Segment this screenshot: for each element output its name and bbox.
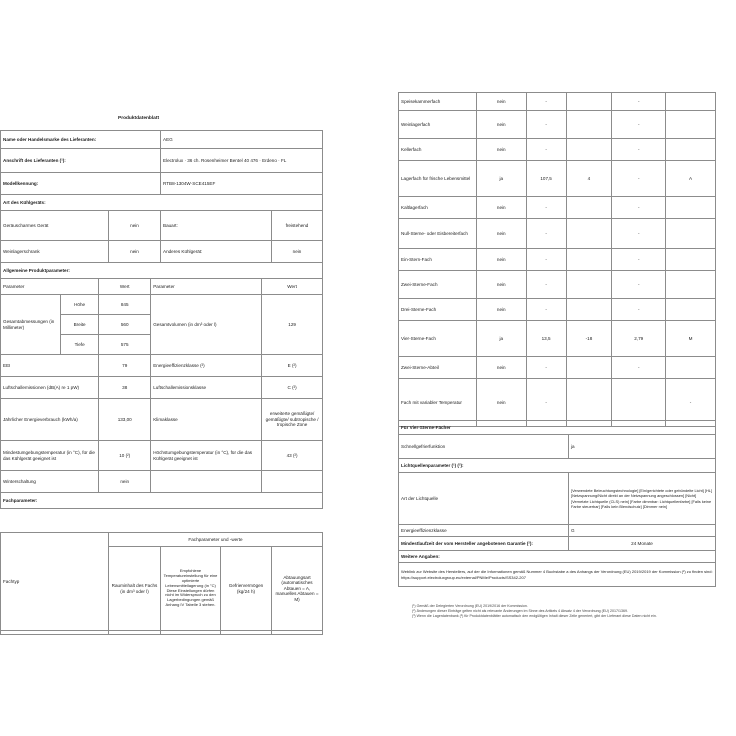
compartment-value: - — [526, 197, 566, 219]
compartment-value: ja — [476, 161, 526, 197]
compartment-value: nein — [476, 197, 526, 219]
dim-label: Breite — [61, 315, 99, 335]
supplier-address-value: Electrolux · 36 ch. Rosenheimer Bentel 40 476 · Erdeno · FL — [161, 149, 323, 173]
total-volume-label: Gesamtvolumen (in dm³ oder l) — [151, 295, 262, 355]
param-header: Wert — [262, 279, 323, 295]
table-cell — [221, 631, 272, 635]
compartment-type: Ein-Stern-Fach — [399, 249, 477, 271]
four-star-table — [398, 420, 716, 587]
dim-label: Tiefe — [61, 335, 99, 355]
compartment-value: - — [526, 219, 566, 249]
compartment-value: ja — [476, 321, 526, 357]
compartment-value: nein — [476, 219, 526, 249]
table-cell — [109, 631, 161, 635]
compartment-type: Kaltlagerfach — [399, 197, 477, 219]
compartment-value — [666, 197, 716, 219]
compartment-value — [666, 219, 716, 249]
compartment-value: - — [612, 271, 666, 299]
compartment-value: nein — [476, 111, 526, 139]
supplier-table — [0, 130, 323, 211]
compartments-table — [398, 92, 716, 427]
compartment-type: Lagerfach für frische Lebensmittel — [399, 161, 477, 197]
compartment-row — [399, 321, 716, 357]
footnote: (³) Wenn die Lagerdatenbank (²) für Produktdatenblätter automatisch den endgültigen Inhalt dieser Zelle generiert, gibt der Lieferant diese Daten nicht ein. — [412, 614, 657, 618]
compartment-value: - — [526, 379, 566, 427]
type-value: nein — [109, 241, 161, 263]
compartment-value: nein — [476, 271, 526, 299]
param-header: Parameter — [1, 279, 99, 295]
compartment-row — [399, 111, 716, 139]
compartment-row — [399, 357, 716, 379]
info-label: Weitere Angaben: — [399, 551, 716, 563]
compartment-row — [399, 299, 716, 321]
compartment-value: - — [526, 93, 566, 111]
warranty-label: Mindestlaufzeit der vom Hersteller angebotenen Garantie (²): — [399, 537, 569, 551]
compartment-header: Empfohlene Temperatureinstellung für eine optimierte Lebensmittellagerung (in °C) Diese Einstellungen dürfen nicht im Widerspruch zu den Lagerbedingungen gemäß Anhang IV Tabelle 3 stehen. — [161, 547, 221, 631]
footnotes — [412, 604, 702, 619]
compartment-value: nein — [476, 299, 526, 321]
type-label: Anderes Kühlgerät: — [161, 241, 272, 263]
model-label: Modellkennung: — [1, 173, 161, 195]
compartment-row — [399, 271, 716, 299]
compartment-row — [399, 249, 716, 271]
warranty-value: 24 Monate — [569, 537, 716, 551]
compartment-type: Speisekammerfach — [399, 93, 477, 111]
param-label: Winterschaltung — [1, 471, 99, 493]
param-value: 43 (²) — [262, 441, 323, 471]
param-label: Energieeffizienzklasse (²) — [151, 355, 262, 377]
compartment-value — [666, 93, 716, 111]
compartment-header: Fachtyp — [1, 533, 109, 631]
compartment-value: 13,5 — [526, 321, 566, 357]
param-label: Mindestumgebungstemperatur (in °C), für die das Kühlgerät geeignet ist — [1, 441, 99, 471]
compartment-value: - — [612, 249, 666, 271]
type-label: Geräuscharmes Gerät — [1, 211, 109, 241]
compartment-row — [399, 139, 716, 161]
param-value — [262, 471, 323, 493]
param-label: Höchstumgebungstemperatur (in °C), für die das Kühlgerät geeignet ist — [151, 441, 262, 471]
footnote: (¹) Gemäß der Delegierten Verordnung (EU) 2019/2016 der Kommission. — [412, 604, 528, 608]
compartment-header: Gefriervermögen (kg/24 h) — [221, 547, 272, 631]
type-value: nein — [109, 211, 161, 241]
param-label: Luftschallemissionen (dB(A) re 1 pW) — [1, 377, 99, 399]
param-value: nein — [99, 471, 151, 493]
compartment-value: - — [612, 219, 666, 249]
left-page — [0, 0, 323, 736]
param-value: E (²) — [262, 355, 323, 377]
compartment-type: Zwei-Sterne-Fach — [399, 271, 477, 299]
compartment-value: nein — [476, 139, 526, 161]
param-value: 10 (²) — [99, 441, 151, 471]
compartment-value — [566, 271, 612, 299]
compartment-value — [666, 249, 716, 271]
table-cell — [161, 631, 221, 635]
compartment-row — [399, 93, 716, 111]
compartment-value — [566, 219, 612, 249]
compartment-value: - — [526, 357, 566, 379]
param-value: 133,00 — [99, 399, 151, 441]
four-star-label: Für Vier-Sterne-Fächer — [399, 421, 716, 435]
type-value: freistehend — [272, 211, 323, 241]
compartment-value: nein — [476, 249, 526, 271]
compartment-header: Rauminhalt des Fachs (in dm³ oder l) — [109, 547, 161, 631]
param-header: Parameter — [151, 279, 262, 295]
compartment-type: Vier-Sterne-Fach — [399, 321, 477, 357]
dim-value: 845 — [99, 295, 151, 315]
compartment-value: nein — [476, 379, 526, 427]
compartment-value: 107,5 — [526, 161, 566, 197]
compartment-value — [566, 139, 612, 161]
type-value: nein — [272, 241, 323, 263]
compartment-value: A — [666, 161, 716, 197]
param-header: Wert — [99, 279, 151, 295]
dim-label: Höhe — [61, 295, 99, 315]
right-page — [398, 0, 736, 736]
compartment-value: -18 — [566, 321, 612, 357]
compartment-value: - — [612, 93, 666, 111]
supplier-name-label: Name oder Handelsmarke des Lieferanten: — [1, 131, 161, 149]
footnote: (²) Änderungen dieser Einträge gelten nicht als relevante Änderungen im Sinne des Artikels 4 Absatz 4 der Verordnung (EU) 2017/1369. — [412, 609, 628, 613]
compartment-type: Weinlagerfach — [399, 111, 477, 139]
general-section-label: Allgemeine Produktparameter: — [1, 263, 323, 279]
type-section-label: Art des Kühlgeräts: — [1, 195, 323, 211]
compartment-type: Null-Sterne- oder Eisbereiterfach — [399, 219, 477, 249]
compartment-row — [399, 161, 716, 197]
dim-value: 575 — [99, 335, 151, 355]
page-title: Produktdatenblatt — [118, 116, 160, 121]
compartment-type: Zwei-Sterne-Abteil — [399, 357, 477, 379]
compartment-type: Kellerfach — [399, 139, 477, 161]
compartment-type: Drei-Sterne-Fach — [399, 299, 477, 321]
param-label: EEI — [1, 355, 99, 377]
table-cell — [272, 631, 323, 635]
fast-freeze-label: Schnellgefrierfunktion — [399, 435, 569, 459]
param-value: C (²) — [262, 377, 323, 399]
compartment-value: - — [526, 249, 566, 271]
compartment-value — [566, 299, 612, 321]
compartment-header: Abtauungsart (automatisches Abtauen = A, manuelles Abtauen = M) — [272, 547, 323, 631]
compartment-row — [399, 219, 716, 249]
compartment-value — [666, 111, 716, 139]
param-value: 79 — [99, 355, 151, 377]
info-value: Weblink zur Website des Herstellers, auf der die Informationen gemäß Nummer 4 Buchstabe a des Anhangs der Verordnung (EU) 2019/2019 der Kommission (²) zu finden sind: https://support.electroluxgroup.eu/external/PNMe/Products/SS342-207 — [399, 563, 716, 587]
compartment-value: - — [612, 299, 666, 321]
type-label: Weinlagerschrank — [1, 241, 109, 263]
compartment-value — [566, 93, 612, 111]
compartment-value — [666, 271, 716, 299]
dims-label: Gesamtabmessungen (in Millimeter) — [1, 295, 61, 355]
compartment-value: - — [612, 357, 666, 379]
param-label: Luftschallemissionsklasse — [151, 377, 262, 399]
compartment-value: nein — [476, 93, 526, 111]
dim-value: 560 — [99, 315, 151, 335]
model-value: RTB8-1304W·SCE415EF — [161, 173, 323, 195]
compartment-value: - — [612, 111, 666, 139]
compartment-section-label: Fachparameter: — [1, 493, 323, 509]
compartment-value: - — [612, 161, 666, 197]
supplier-name-value: AEG — [161, 131, 323, 149]
compartment-value: - — [526, 139, 566, 161]
compartment-header-table — [0, 532, 323, 635]
param-label: Klimaklasse — [151, 399, 262, 441]
fast-freeze-value: ja — [569, 435, 716, 459]
compartment-type: Fach mit variabler Temperatur — [399, 379, 477, 427]
compartment-value — [666, 139, 716, 161]
compartment-value: - — [526, 111, 566, 139]
param-value: 38 — [99, 377, 151, 399]
type-table — [0, 210, 323, 279]
compartment-value — [566, 111, 612, 139]
compartment-value: - — [666, 379, 716, 427]
compartment-value — [566, 357, 612, 379]
compartment-value: - — [526, 271, 566, 299]
supplier-address-label: Anschrift des Lieferanten (¹): — [1, 149, 161, 173]
compartment-row — [399, 197, 716, 219]
light-source-label: Lichtquellenparameter (¹) (²): — [399, 459, 716, 473]
compartment-value — [566, 249, 612, 271]
param-value: erweiterte gemäßigte/ gemäßigte/ subtropische / tropische Zone — [262, 399, 323, 441]
total-volume-value: 129 — [262, 295, 323, 355]
compartment-value: 2,79 — [612, 321, 666, 357]
compartment-value: - — [612, 139, 666, 161]
compartment-value: 4 — [566, 161, 612, 197]
compartment-value — [666, 357, 716, 379]
light-class-label: Energieeffizienzklasse — [399, 525, 569, 537]
light-class-value: G — [569, 525, 716, 537]
general-params-table — [0, 278, 323, 509]
compartment-value: nein — [476, 357, 526, 379]
table-cell — [1, 631, 109, 635]
compartment-value — [666, 299, 716, 321]
compartment-value — [566, 197, 612, 219]
light-type-value: [Verwendete Beleuchtungstechnologie] [Ein/gerichtete oder gebündelte Licht] [HL] [Netzspannung/Nicht direkt an der Netzspannung angeschlossen] [Nicht] [Vernetzte Lichtquelle (CLS) nein] [Farbe dimmbar: Lichtquellenfarbe] [Falls keine Farbe steuerbar] [Falls kein Blendschutz] [Dimmer nein] — [569, 473, 716, 525]
compartment-value: - — [526, 299, 566, 321]
compartment-group-header: Fachparameter und -werte — [109, 533, 323, 547]
param-label: Jährlicher Energieverbrauch (kWh/a) — [1, 399, 99, 441]
type-label: Bauart: — [161, 211, 272, 241]
compartment-value: M — [666, 321, 716, 357]
light-type-label: Art der Lichtquelle — [399, 473, 569, 525]
compartment-value: - — [612, 197, 666, 219]
param-label — [151, 471, 262, 493]
